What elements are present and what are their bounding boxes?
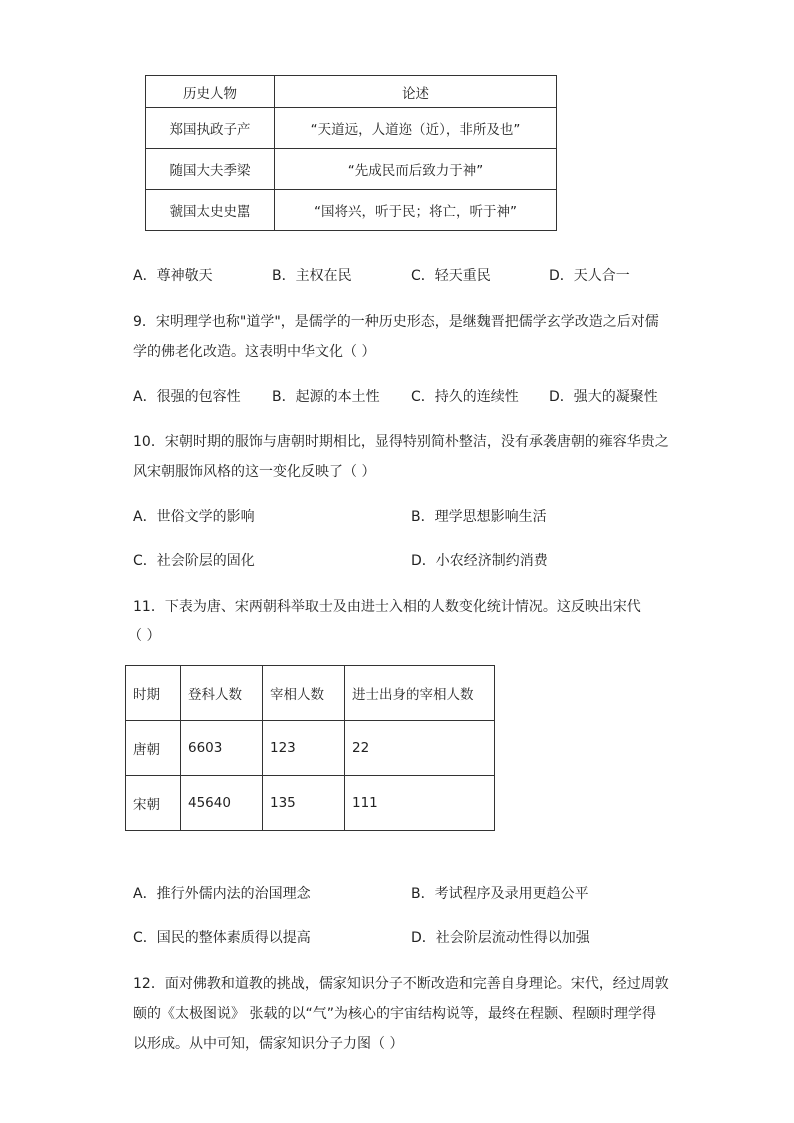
q9-option-a[interactable]: A．很强的包容性	[133, 389, 241, 405]
table-row	[126, 776, 495, 831]
q10-stem-line: 10．宋朝时期的服饰与唐朝时期相比，显得特别简朴整洁，没有承袭唐朝的雍容华贵之	[133, 434, 669, 450]
table-cell: 22	[345, 721, 495, 776]
table-header-row	[126, 666, 495, 721]
table-row	[146, 108, 557, 149]
table-cell: 123	[263, 721, 345, 776]
q11-option-c[interactable]: C．国民的整体素质得以提高	[133, 930, 311, 946]
table-header-cell: 历史人物	[146, 76, 275, 108]
table-cell: 虢国太史史嚚	[146, 190, 275, 231]
q10-option-a[interactable]: A．世俗文学的影响	[133, 509, 255, 525]
q10-option-b[interactable]: B．理学思想影响生活	[411, 509, 547, 525]
table-cell: 111	[345, 776, 495, 831]
q8-option-a[interactable]: A．尊神敬天	[133, 268, 213, 284]
q11-stem-line: 11．下表为唐、宋两朝科举取士及由进士入相的人数变化统计情况。这反映出宋代	[133, 599, 641, 615]
q11-option-b[interactable]: B．考试程序及录用更趋公平	[411, 886, 589, 902]
q10-option-c[interactable]: C．社会阶层的固化	[133, 553, 255, 569]
q12-stem-line: 颐的《太极图说》 张载的以“气”为核心的宇宙结构说等，最终在程颢、程颐时理学得	[133, 1006, 656, 1022]
q11-stem-line: （ ）	[128, 628, 161, 644]
table-cell: 郑国执政子产	[146, 108, 275, 149]
table-row	[146, 190, 557, 231]
q8-option-b[interactable]: B．主权在民	[272, 268, 352, 284]
table-header-cell: 登科人数	[181, 666, 263, 721]
table-header-cell: 时期	[126, 666, 181, 721]
keju-statistics-table	[125, 665, 495, 831]
table-cell: 唐朝	[126, 721, 181, 776]
table-header-cell: 论述	[275, 76, 557, 108]
table-cell: “先成民而后致力于神”	[275, 149, 557, 190]
table-cell: 6603	[181, 721, 263, 776]
q12-stem-line: 以形成。从中可知，儒家知识分子力图（ ）	[133, 1036, 404, 1052]
historical-figures-table	[145, 75, 557, 231]
table-cell: 宋朝	[126, 776, 181, 831]
q10-option-d[interactable]: D．小农经济制约消费	[411, 553, 548, 569]
q11-option-d[interactable]: D．社会阶层流动性得以加强	[411, 930, 590, 946]
table-cell: “国将兴，听于民；将亡，听于神”	[275, 190, 557, 231]
q9-option-b[interactable]: B．起源的本土性	[272, 389, 380, 405]
table-header-cell: 进士出身的宰相人数	[345, 666, 495, 721]
q11-option-a[interactable]: A．推行外儒内法的治国理念	[133, 886, 311, 902]
table-cell: 135	[263, 776, 345, 831]
table-header-row	[146, 76, 557, 108]
q8-option-c[interactable]: C．轻天重民	[411, 268, 491, 284]
table-cell: 随国大夫季梁	[146, 149, 275, 190]
q10-stem-line: 风宋朝服饰风格的这一变化反映了（ ）	[133, 464, 376, 480]
table-row	[146, 149, 557, 190]
q9-option-d[interactable]: D．强大的凝聚性	[549, 389, 658, 405]
q9-stem-line: 学的佛老化改造。这表明中华文化（ ）	[133, 344, 376, 360]
q9-option-c[interactable]: C．持久的连续性	[411, 389, 519, 405]
q12-stem-line: 12．面对佛教和道教的挑战，儒家知识分子不断改造和完善自身理论。宋代，经过周敦	[133, 976, 669, 992]
table-row	[126, 721, 495, 776]
q9-stem-line: 9．宋明理学也称"道学"，是儒学的一种历史形态，是继魏晋把儒学玄学改造之后对儒	[133, 314, 659, 330]
table-cell: 45640	[181, 776, 263, 831]
table-header-cell: 宰相人数	[263, 666, 345, 721]
q8-option-d[interactable]: D．天人合一	[549, 268, 630, 284]
table-cell: “天道远，人道迩（近），非所及也”	[275, 108, 557, 149]
